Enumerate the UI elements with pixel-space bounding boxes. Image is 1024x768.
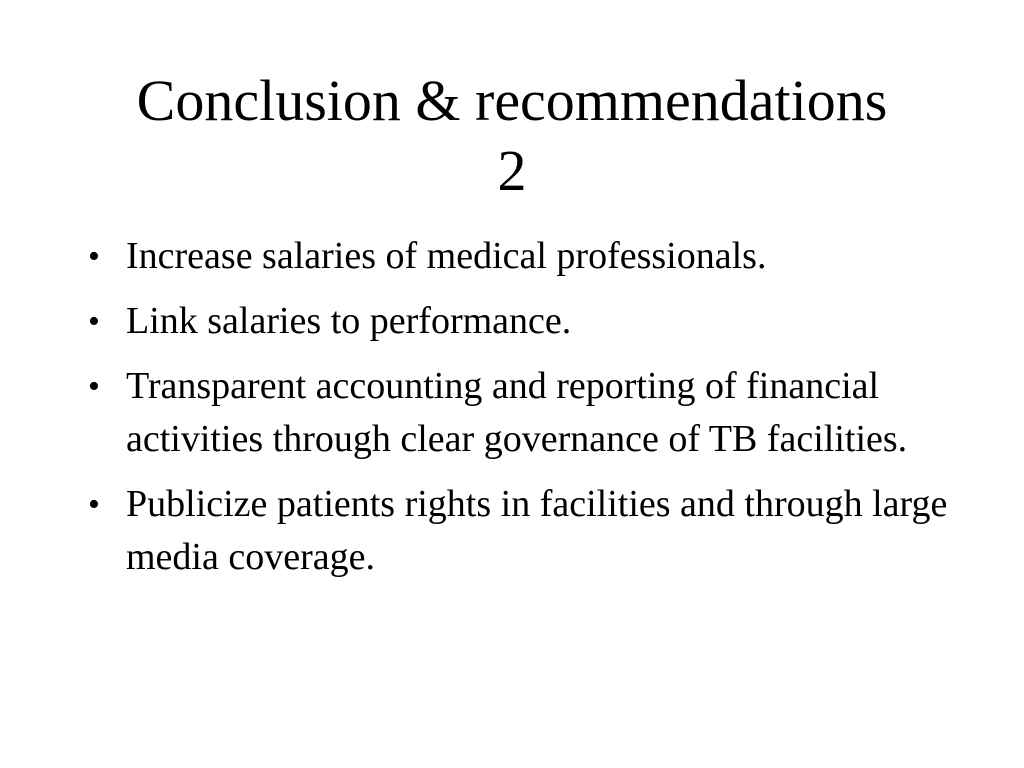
bullet-text: Publicize patients rights in facilities and through large media coverage.: [126, 483, 948, 578]
bullet-item: [80, 230, 960, 283]
bullet-icon: •: [88, 303, 100, 340]
bullet-item: [80, 360, 960, 466]
bullet-list: [80, 230, 960, 596]
bullet-text: Increase salaries of medical professionals.: [126, 235, 767, 277]
slide-title-line-2: 2: [497, 138, 527, 203]
slide-title: [60, 66, 964, 206]
bullet-text: Transparent accounting and reporting of financial activities through clear governance of TB facilities.: [126, 365, 908, 460]
bullet-icon: •: [88, 486, 100, 523]
bullet-icon: •: [88, 238, 100, 275]
bullet-item: [80, 478, 960, 584]
bullet-item: [80, 295, 960, 348]
bullet-icon: •: [88, 368, 100, 405]
bullet-text: Link salaries to performance.: [126, 300, 572, 342]
slide-title-line-1: Conclusion & recommendations: [136, 68, 888, 133]
